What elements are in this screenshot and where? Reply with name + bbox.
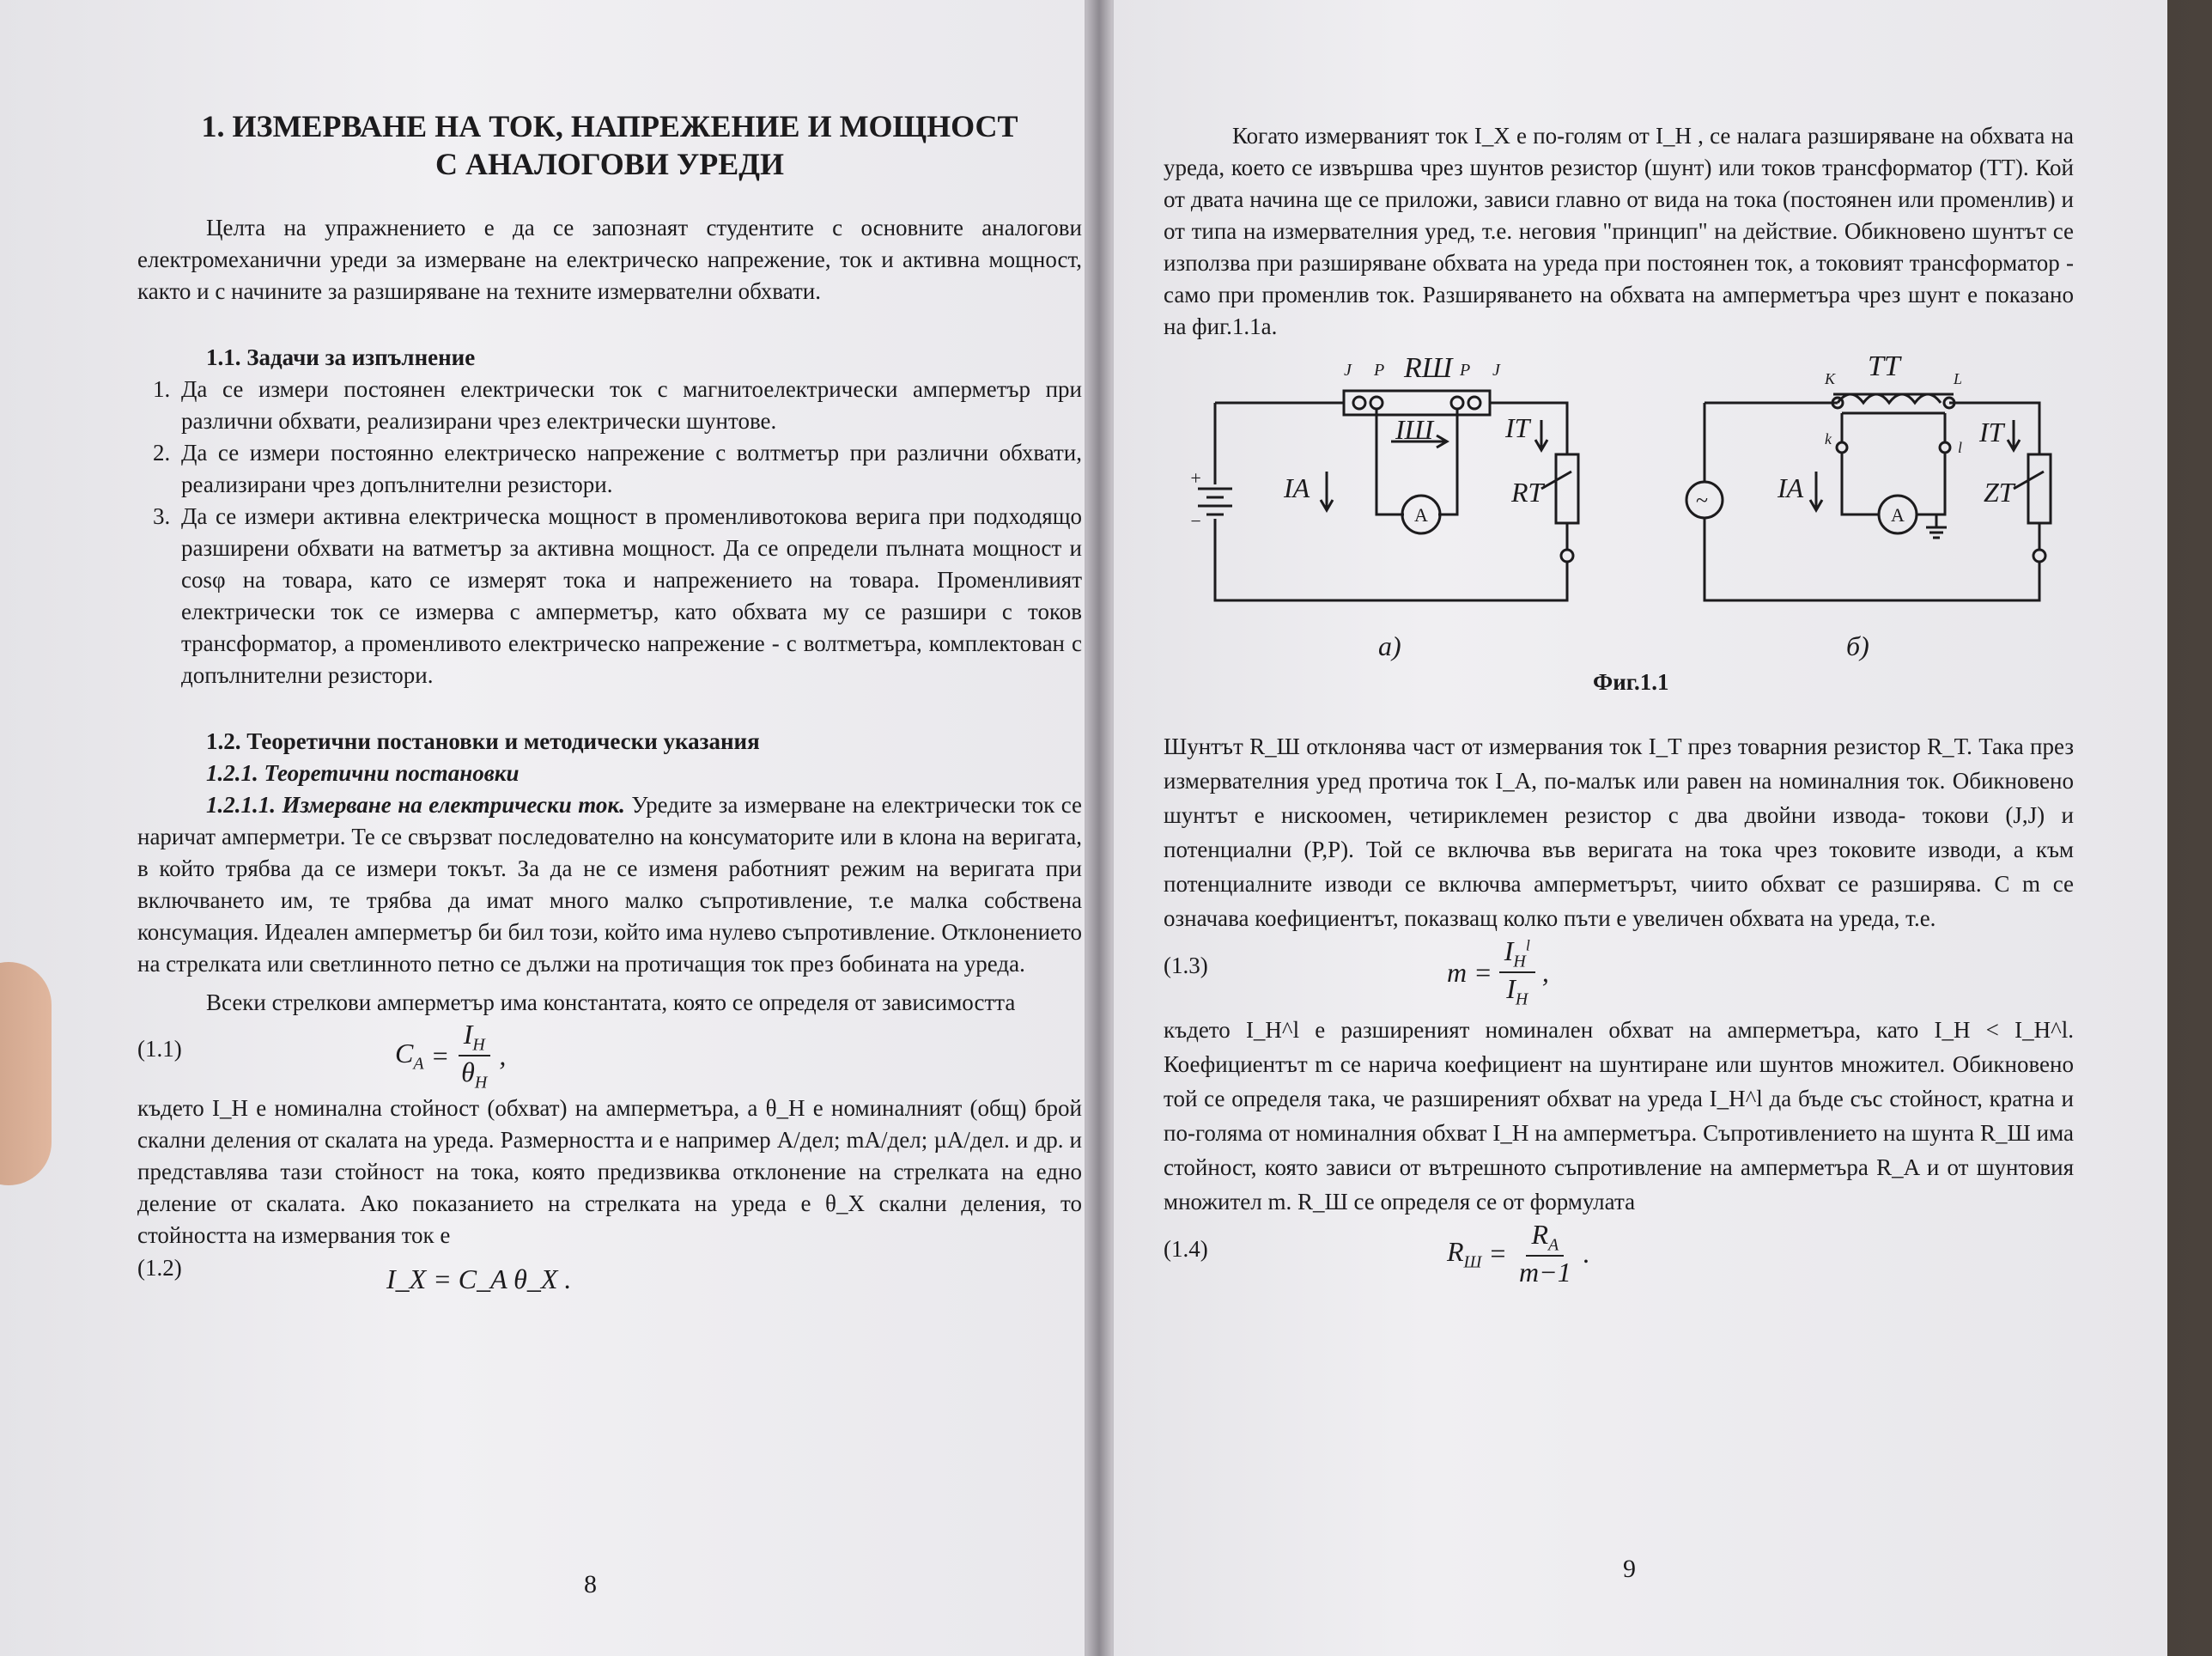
shunt-paragraph: Шунтът R_Ш отклонява част от измервания ток I_T през товарния резистор R_T. Така през измервателния уред протича ток I_A, по-малък или равен на номиналния ток. Обикновено шунтът е нискоомен, четириклемен резистор с два двойни извода- токови (J,J) и потенциални (P,P). Той се включва във веригата на тока чрез токовите изводи, а към потенциалните изводи се включва амперметърът, чиито обхват се разширява. С m се означава коефициентът, показващ колко пъти е увеличен обхвата на уреда, т.е.: [1164, 734, 2074, 931]
svg-text:K: K: [1825, 370, 1836, 387]
svg-text:L: L: [1954, 370, 1963, 387]
svg-text:IШ: IШ: [1395, 414, 1434, 445]
svg-text:RШ: RШ: [1404, 352, 1453, 384]
section-1-2-heading: 1.2. Теоретични постановки и методически указания: [206, 728, 760, 754]
equation-number: (1.1): [137, 1036, 182, 1062]
ammeters-paragraph: [137, 789, 1082, 980]
eq-fraction: $\frac{I_H^l}{I_H}$: [1499, 935, 1535, 1010]
chapter-title-line1: 1. ИЗМЕРВАНЕ НА ТОК, НАПРЕЖЕНИЕ И МОЩНОСТ: [201, 109, 1018, 143]
thumb: [0, 962, 52, 1185]
circuit-diagrams: [1164, 343, 2074, 703]
constant-paragraph: Всеки стрелкови амперметър има константата, която се определя от зависимостта: [206, 989, 1016, 1015]
equation-number: (1.4): [1164, 1236, 1208, 1262]
eq-fraction: $\frac{R_A}{m-1}$: [1519, 1219, 1571, 1288]
task-item: 2. Да се измери постоянно електрическо напрежение с волтметър при различни обхвати, реализирани чрез допълнителни резистори.: [176, 437, 1082, 501]
chapter-title-line2: С АНАЛОГОВИ УРЕДИ: [434, 147, 785, 181]
equation-number: (1.3): [1164, 953, 1208, 978]
equation-1-2: [137, 1251, 1082, 1303]
equation-number: (1.2): [137, 1255, 182, 1281]
chapter-title: [137, 107, 1082, 183]
figure-a-label: а): [1378, 630, 1401, 661]
page-number-left: 8: [584, 1570, 597, 1598]
equation-1-4: [1164, 1219, 2074, 1288]
equation-body: $R_Ш$ = $\frac{R_A}{m-1}$ .: [1447, 1219, 1590, 1288]
eq-fraction: $\frac{I_H}{\theta_H}$: [456, 1019, 492, 1093]
page-number-right: 9: [1623, 1555, 1636, 1583]
section-1-1-heading: 1.1. Задачи за изпълнение: [206, 344, 476, 370]
svg-text:P: P: [1374, 361, 1385, 380]
svg-text:IT: IT: [1505, 412, 1530, 443]
left-page: [0, 0, 1086, 1656]
equation-1-3: [1164, 935, 2074, 1013]
svg-text:A: A: [1891, 504, 1905, 526]
svg-text:+: +: [1189, 467, 1202, 489]
svg-text:ZT: ZT: [1984, 477, 2014, 508]
intro-paragraph: Целта на упражнението е да се запознаят студентите с основните аналогови електромеханични уреди за измерване на електрическо напрежение, ток и активна мощност, както и с начините за разширяване на техните измервателни обхвати.: [137, 215, 1082, 304]
where-paragraph: където I_H е номинална стойност (обхват) на амперметъра, а θ_H е номиналният (общ) брой скални деления от скалата на уреда. Размерността и е например А/дел; mA/дел; µA/дел. и др. и представлява тази стойност на тока, която предизвиква отклонение на стрелката на едно деление от скалата. Ако показанието на стрелката на уреда е θ_X скални деления, то стойността на измервания ток е: [137, 1095, 1082, 1248]
right-top-paragraph: Когато измерваният ток I_X е по-голям от I_H , се налага разширяване на обхвата на уреда, което се извършва чрез шунтов резистор (шунт) или токов трансформатор (ТТ). Кой от двата начина ще се приложи, зависи главно от вида на тока (постоянен или променлив) и от типа на измервателния уред, т.е. неговия "принцип" на действие. Обикновено шунтът се използва при разширяване обхвата на уреда при постоянен ток, а токовият трансформатор - само при променлив ток. Разширяването на обхвата на амперметъра чрез шунт е показано на фиг.1.1а.: [1164, 123, 2074, 339]
ammeters-text: Уредите за измерване на електрически ток се наричат амперметри. Те се свързват последователно на консуматорите или в клона на веригата, в който трябва да се измери токът. За да не се изменя работният режим на веригата при включването им, те трябва да имат много малко съпротивление, т.е малка собствена консумация. Идеален амперметър би бил този, който има нулево съпротивление. Отклонението на стрелката или светлинното петно се дължи на протичащия ток през бобината на уреда.: [137, 792, 1083, 977]
svg-text:~: ~: [1696, 488, 1709, 513]
svg-text:k: k: [1825, 430, 1832, 447]
eq-lhs: $C_A$: [395, 1038, 424, 1074]
circuit-b-labels: [1696, 350, 2016, 526]
figure-1-1: [1164, 343, 2074, 703]
left-page-content: [137, 107, 1082, 1303]
task-item: 1. Да се измери постоянен електрически ток с магнитоелектрически амперметър при различни обхвати, реализирани чрез електрически шунтове.: [176, 374, 1082, 437]
equation-body: m = $\frac{I_H^l}{I_H}$ ,: [1447, 935, 1549, 1009]
circuit-a-labels: [1189, 352, 1546, 532]
svg-text:IA: IA: [1778, 472, 1804, 503]
svg-text:TT: TT: [1868, 350, 1900, 382]
task-list: [137, 374, 1082, 691]
figure-caption: Фиг.1.1: [1593, 669, 1669, 695]
book-gutter: [1086, 0, 1112, 1656]
svg-text:A: A: [1414, 504, 1428, 526]
svg-text:−: −: [1189, 510, 1202, 532]
svg-text:RT: RT: [1511, 477, 1544, 508]
section-1-2-1-1-heading: 1.2.1.1. Измерване на електрически ток.: [206, 792, 625, 818]
svg-text:IT: IT: [1979, 417, 2004, 447]
section-1-2-1-heading: 1.2.1. Теоретични постановки: [206, 760, 520, 786]
right-page-content: [1164, 120, 2074, 1288]
svg-text:l: l: [1958, 439, 1963, 456]
task-item: 3. Да се измери активна електрическа мощност в променливотокова верига при подходящо разширени обхвати на ватметър за активна мощност. Да се определи пълната мощност и cosφ на товара, като се измерят тока и напрежението на товара. Променливият електрически ток се измерва с амперметър, като обхвата му се разшири с токов трансформатор, а променливото електрическо напрежение - с волтметъра, комплектован с допълнителни резистори.: [176, 501, 1082, 691]
svg-text:IA: IA: [1284, 472, 1310, 503]
svg-text:J: J: [1344, 361, 1352, 380]
equation-body: I_X = C_A θ_X .: [386, 1263, 572, 1294]
where2-paragraph: където I_H^l е разширеният номинален обхват на амперметъра, като I_H < I_H^l. Коефициентът m се нарича коефициент на шунтиране или шунтов множител. Обикновено той се определя така, че разширеният обхват на уреда I_H^l да бъде със стойност, кратна и по-голяма от номиналния обхват I_H на амперметъра. Съпротивлението на шунта R_Ш има стойност, която зависи от вътрешното съпротивление на амперметъра R_A и от шунтовия множител m. R_Ш се определя се от формулата: [1164, 1017, 2074, 1215]
svg-text:J: J: [1492, 361, 1500, 380]
svg-text:P: P: [1460, 361, 1471, 380]
figure-b-label: б): [1846, 630, 1869, 661]
equation-1-1: [137, 1019, 1082, 1093]
equation-body: $C_A$ = $\frac{I_H}{\theta_H}$ ,: [395, 1019, 507, 1093]
